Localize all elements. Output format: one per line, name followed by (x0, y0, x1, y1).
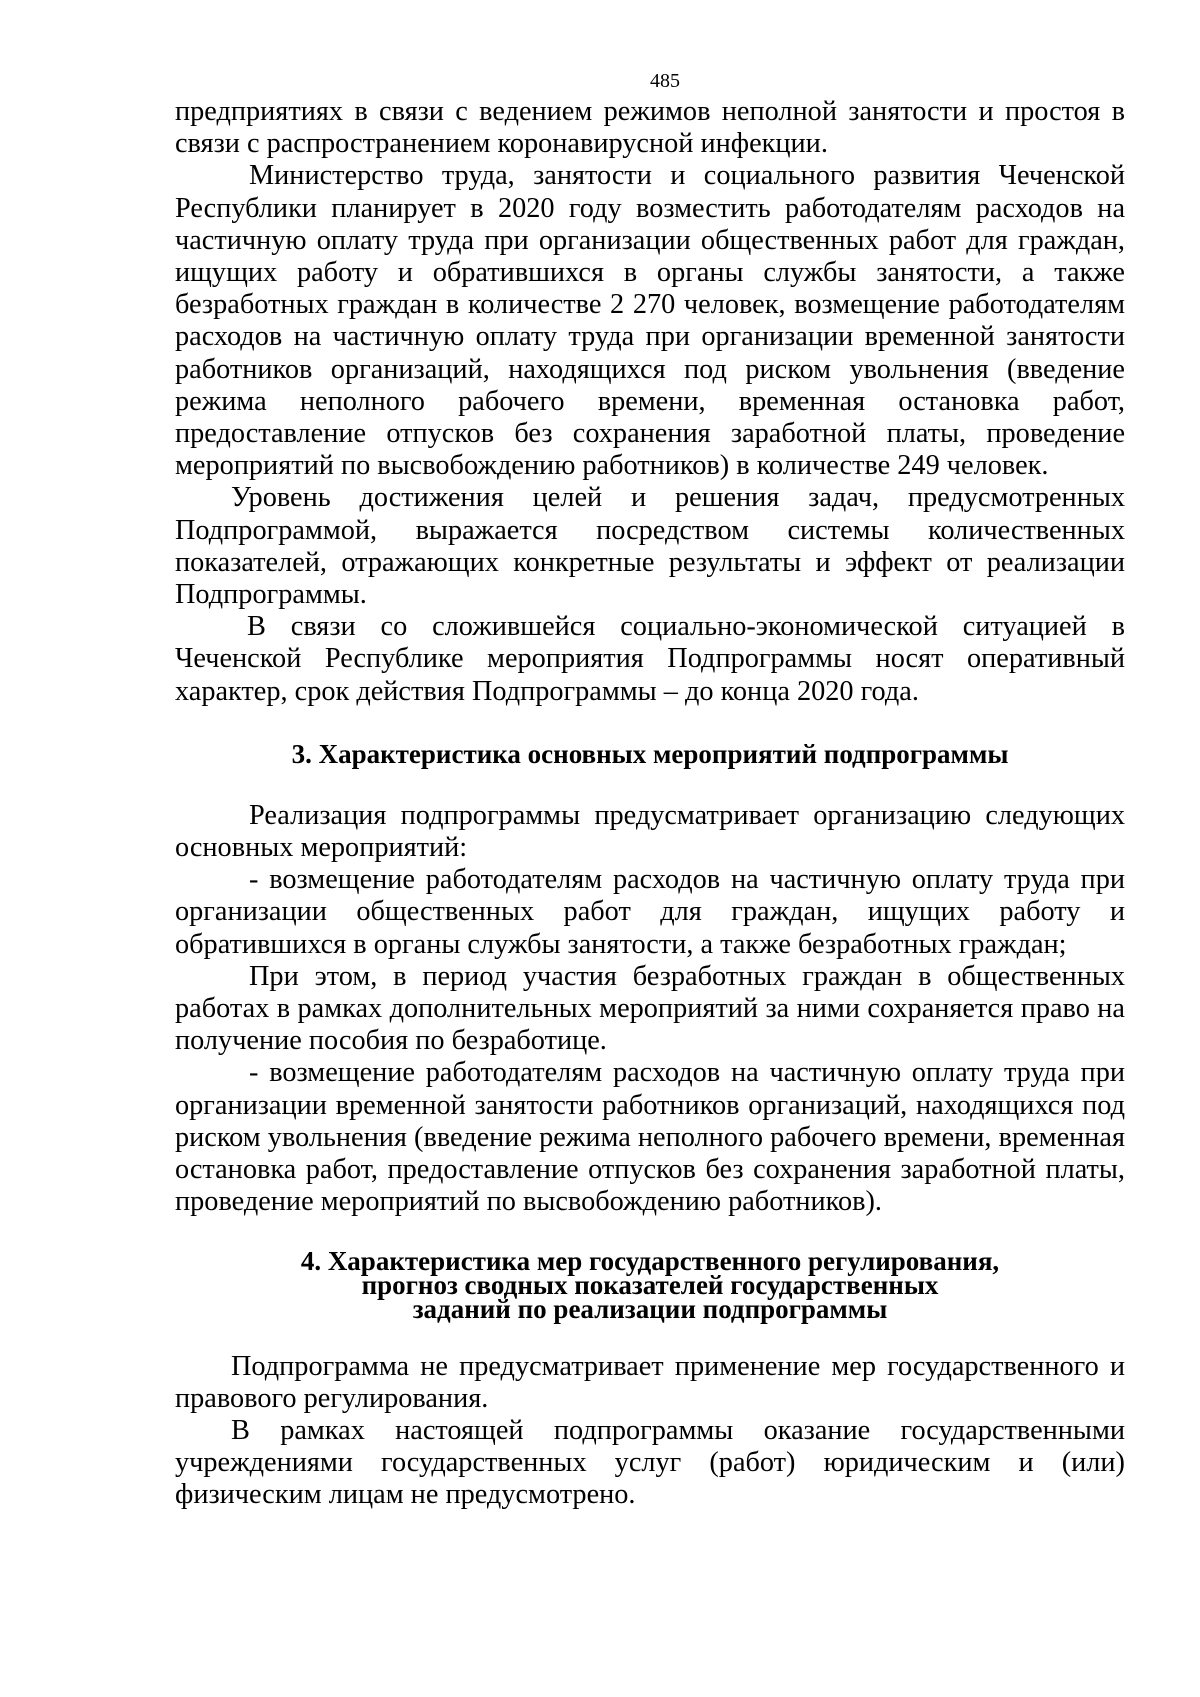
section-4-heading-line: заданий по реализации подпрограммы (412, 1293, 888, 1324)
paragraph-main-activities: Реализация подпрограммы предусматривает организацию следующих основных мероприятий: (175, 799, 1125, 864)
page-number: 485 (650, 70, 680, 92)
paragraph-no-state-services: В рамках настоящей подпрограммы оказание государственными учреждениями государственных услуг (работ) юридическим и (или) физическим лицам не предусмотрено. (175, 1414, 1125, 1511)
section-4-heading (175, 1245, 1125, 1324)
paragraph-ministry-plan: Министерство труда, занятости и социального развития Чеченской Республики планирует в 2020 году возместить работодателям расходов на частичную оплату труда при организации общественных работ для граждан, ищущих работу и обратившихся в органы службы занятости, а также безработных граждан в количестве 2 270 человек, возмещение работодателям расходов на частичную оплату труда при организации временной занятости работников организаций, находящихся под риском увольнения (введение режима неполного рабочего времени, временная остановка работ, предоставление отпусков без сохранения заработной платы, проведение мероприятий по высвобождению работников) в количестве 249 человек. (175, 160, 1125, 482)
section-3-heading: 3. Характеристика основных мероприятий подпрограммы (291, 738, 1009, 769)
paragraph-no-regulation: Подпрограмма не предусматривает применение мер государственного и правового регулирования. (175, 1350, 1125, 1414)
paragraph-goal-achievement: Уровень достижения целей и решения задач, предусмотренных Подпрограммой, выражается посредством системы количественных показателей, отражающих конкретные результаты и эффект от реализации Подпрограммы. (175, 482, 1125, 611)
list-item-public-works: - возмещение работодателям расходов на частичную оплату труда при организации общественных работ для граждан, ищущих работу и обратившихся в органы службы занятости, а также безработных граждан; (175, 864, 1125, 960)
list-item-temporary-employment: - возмещение работодателям расходов на частичную оплату труда при организации временной занятости работников организаций, находящихся под риском увольнения (введение режима неполного рабочего времени, временная остановка работ, предоставление отпусков без сохранения заработной платы, проведение мероприятий по высвобождению работников). (175, 1057, 1125, 1218)
paragraph-continuation: предприятиях в связи с ведением режимов неполной занятости и простоя в связи с распространением коронавирусной инфекции. (175, 96, 1125, 160)
paragraph-unemployment-benefit: При этом, в период участия безработных граждан в общественных работах в рамках дополнительных мероприятий за ними сохраняется право на получение пособия по безработице. (175, 960, 1125, 1057)
document-page (175, 66, 1125, 1512)
section-4-heading-line: 4. Характеристика мер государственного регулирования, (300, 1245, 1000, 1276)
section-4-heading-line: прогноз сводных показателей государственных (361, 1269, 939, 1300)
paragraph-operational-character: В связи со сложившейся социально-экономической ситуацией в Чеченской Республике мероприятия Подпрограммы носят оперативный характер, срок действия Подпрограммы – до конца 2020 года. (175, 611, 1125, 707)
